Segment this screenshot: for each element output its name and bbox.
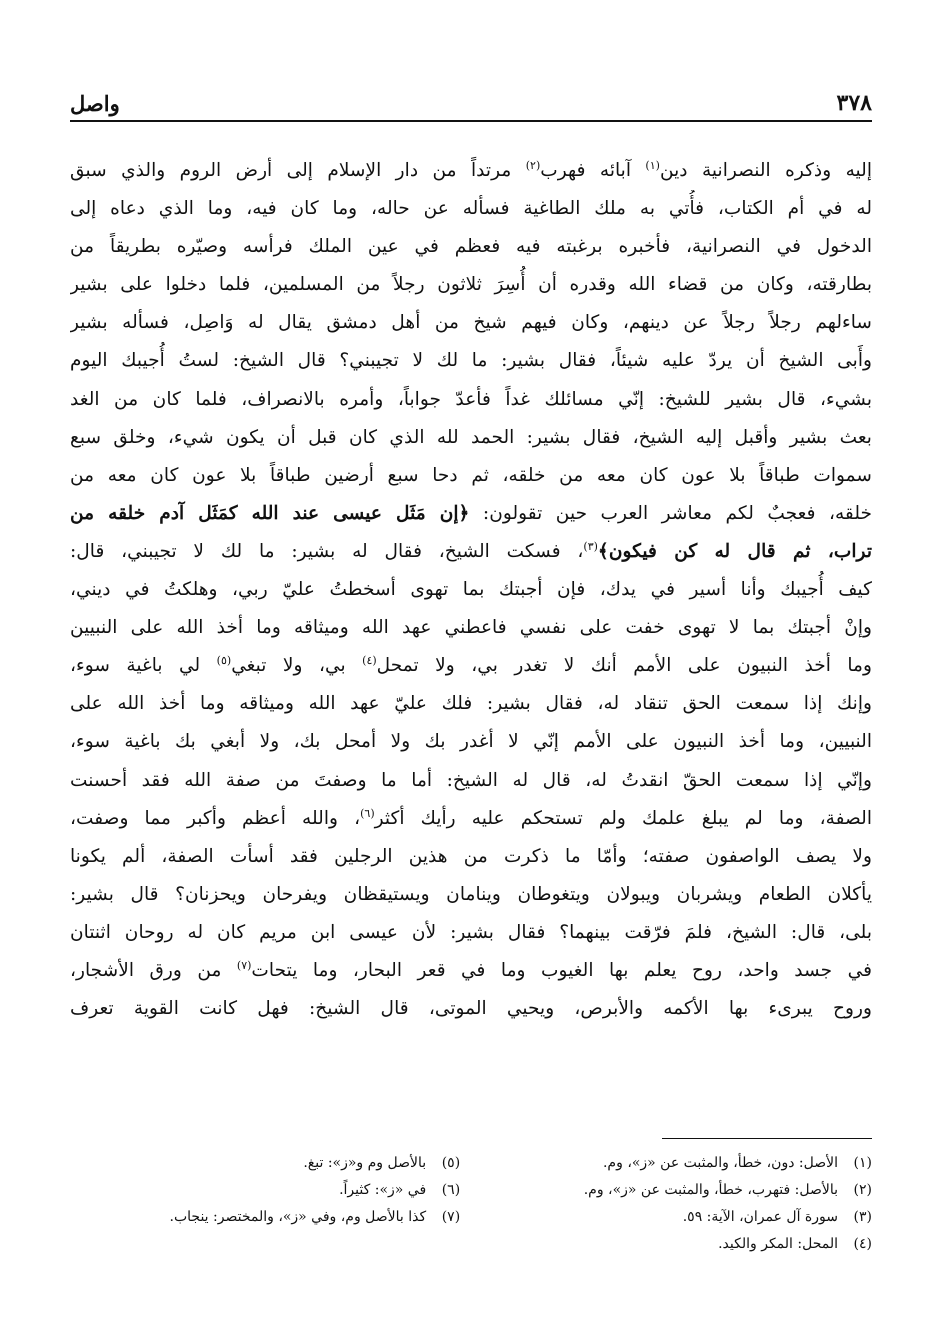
footnote <box>492 1177 872 1204</box>
page-number: ٣٧٨ <box>836 90 872 116</box>
text-segment: يأكلان الطعام ويشربان ويبولان ويتغوطان وينامان ويستيقظان ويفرحان ويحزنان؟ قال بشير: <box>70 883 872 905</box>
text-line <box>70 876 872 914</box>
text-line <box>70 457 872 495</box>
text-line <box>70 990 872 1028</box>
text-segment: وأَبى الشيخ أن يردّ عليه شيئاً، فقال بشير: ما لك لا تجيبني؟ قال الشيخ: لستُ أُجيبك اليوم <box>70 350 872 372</box>
text-line <box>70 152 872 190</box>
footnote <box>80 1204 460 1231</box>
text-line <box>70 647 872 685</box>
footnote-number: (٦) <box>441 1182 461 1198</box>
quran-quote: تراب، ثم قال له كن فيكون﴾ <box>597 540 872 562</box>
text-segment: بشيء، قال بشير للشيخ: إنّي مسائلك غداً فأعدّ جواباً، وأمره بالانصراف، فلما كان من الغد <box>70 388 872 410</box>
text-segment: بلى، قال: الشيخ، فلمَ فرّقت بينهما؟ فقال بشير: لأن عيسى ابن مريم كان له روحان اثنتان <box>70 921 872 943</box>
text-line <box>70 381 872 419</box>
text-line <box>70 609 872 647</box>
text-segment: آبائه فهرب <box>540 160 646 181</box>
running-head: واصل <box>70 91 120 116</box>
text-segment: وإنّي إذا سمعت الحقّ انقدتُ له، قال له الشيخ: أما ما وصفتَ من صفة الله فقد أحسنت <box>70 769 872 791</box>
text-line <box>70 952 872 990</box>
text-segment: وإنك إذا سمعت الحق تنقاد له، فقال بشير: فلك عليّ عهد الله وميثاقه وما أخذ الله على <box>70 693 872 715</box>
text-segment: بي، ولا تبغي <box>231 655 363 677</box>
quran-quote: ﴿إن مَثَل عيسى عند الله كمَثَل آدم خلقه من <box>70 502 470 524</box>
text-segment: الصفة، وما لم يبلغ علمك ولم تستحكم عليه رأيك أكثر <box>374 807 872 829</box>
text-line <box>70 495 872 533</box>
footnote-number: (٤) <box>853 1236 872 1252</box>
text-line <box>70 228 872 266</box>
text-segment: النبيين، وما أخذ النبيون على الأمم إنّي لا أغدر بك ولا أمحل بك، ولا أبغي بك باغية سوء، <box>70 731 872 753</box>
text-line <box>70 800 872 838</box>
footnote-text: المحل: المكر والكيد. <box>718 1236 838 1252</box>
text-segment: لي باغية سوء، <box>70 655 217 677</box>
text-line <box>70 838 872 876</box>
footnote <box>492 1150 872 1177</box>
text-line <box>70 342 872 380</box>
text-segment: وما أخذ النبيون على الأمم أنك لا تغدر بي، ولا تمحل <box>376 655 872 677</box>
text-line <box>70 190 872 228</box>
text-segment: ساءلهم رجلاً رجلاً عن دينهم، وكان فيهم شيخ من أهل دمشق يقال له وَاصِل، فسأله بشير <box>70 312 872 334</box>
footnote-text: كذا بالأصل وم، وفي «ز»، والمختصر: ينجاب. <box>169 1209 427 1225</box>
footnote-marker: (٤) <box>362 654 377 668</box>
footnote-text: بالأصل وم و«ز»: تبغ. <box>303 1155 427 1171</box>
text-line <box>70 419 872 457</box>
footnotes <box>80 1150 872 1258</box>
footnotes-left-column <box>80 1150 460 1258</box>
text-segment: من ورق الأشجار، <box>70 959 237 981</box>
footnote-number: (١) <box>853 1155 872 1171</box>
text-segment: بعث بشير وأقبل إليه الشيخ، فقال بشير: الحمد لله الذي كان قبل أن يكون شيء، وخلق سبع <box>70 426 872 448</box>
text-segment: وإنْ أجبتك بما لا تهوى خفت على نفسي فاعطني عهد الله وميثاقه وما أخذ الله على النبيين <box>70 617 872 639</box>
footnote-text: في «ز»: كثيراً. <box>339 1182 427 1198</box>
footnote-marker: (١) <box>645 158 660 172</box>
text-segment: ولا يصف الواصفون صفته؛ وأمّا ما ذكرت من هذين الرجلين فقد أسأت الصفة، ألم يكونا <box>70 845 872 867</box>
footnote-number: (٣) <box>853 1209 872 1225</box>
text-segment: وروح يبرىء بها الأكمه والأبرص، ويحيي الموتى، قال الشيخ: فهل كانت القوية تعرف <box>70 998 872 1020</box>
footnote-marker: (٢) <box>525 158 541 172</box>
text-segment: خلقه، فعجبٌ لكم معاشر العرب حين تقولون: <box>469 502 872 524</box>
text-line <box>70 304 872 342</box>
footnote <box>492 1231 872 1258</box>
footnote-marker: (٣) <box>583 539 598 553</box>
footnote-text: الأصل: دون، خطأ، والمثبت عن «ز»، وم. <box>602 1155 838 1171</box>
footnote-divider <box>662 1138 872 1139</box>
footnote <box>492 1204 872 1231</box>
text-line <box>70 266 872 304</box>
footnote-marker: (٥) <box>216 654 232 668</box>
text-segment: ، فسكت الشيخ، فقال له بشير: ما لك لا تجيبني، قال: <box>70 540 584 562</box>
footnote-number: (٥) <box>441 1155 461 1171</box>
text-segment: مرتداً من دار الإسلام إلى أرض الروم والذي سبق <box>70 160 526 181</box>
text-segment: له في أم الكتاب، فأُتي به ملك الطاغية فسأله عن حاله، وما كان فيه، وما الذي دعاه إلى <box>70 198 872 220</box>
footnote <box>80 1150 460 1177</box>
text-segment: الدخول في النصرانية، فأخبره برغبته فيه فعظم في عين الملك فرأسه وصيّره بطريقاً من <box>70 236 872 258</box>
text-line <box>70 723 872 761</box>
footnote-text: بالأصل: فتهرب، خطأ، والمثبت عن «ز»، وم. <box>583 1182 838 1198</box>
text-line <box>70 685 872 723</box>
main-text <box>70 152 872 1028</box>
text-segment: إليه وذكره النصرانية دين <box>659 160 872 181</box>
text-line <box>70 914 872 952</box>
footnote-number: (٧) <box>441 1209 461 1225</box>
text-segment: في جسد واحد، روح يعلم بها الغيوب وما في قعر البحار، وما يتحات <box>251 959 872 981</box>
footnote-number: (٢) <box>853 1182 872 1198</box>
text-line <box>70 762 872 800</box>
text-segment: كيف أُجيبك وأنا أسير في يدك، فإن أجبتك بما تهوى أسخطتُ عليّ ربي، وهلكتُ في ديني، <box>70 579 872 601</box>
text-line <box>70 571 872 609</box>
footnote-marker: (٧) <box>236 958 252 972</box>
text-segment: بطارقته، وكان من قضاء الله وقدره أن أُسِرَ ثلاثون رجلاً من المسلمين، فلما دخلوا على بشير <box>70 274 872 296</box>
text-segment: ، والله أعظم وأكبر مما وصفت، <box>70 807 361 829</box>
text-line <box>70 533 872 571</box>
text-segment: سموات طباقاً بلا عون كان معه من خلقه، ثم دحا سبع أرضين طباقاً بلا عون كان معه من <box>70 464 872 486</box>
footnote-marker: (٦) <box>360 806 375 820</box>
page-header <box>70 82 872 122</box>
footnote-text: سورة آل عمران، الآية: ٥٩. <box>682 1209 838 1225</box>
footnote <box>80 1177 460 1204</box>
footnotes-right-column <box>492 1150 872 1258</box>
